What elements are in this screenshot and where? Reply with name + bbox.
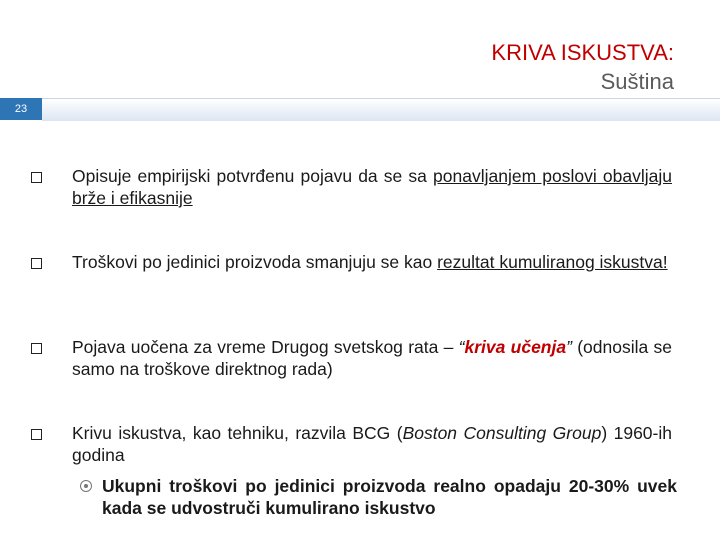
sub-bullet: Ukupni troškovi po jedinici proizvoda realno opadaju 20-30% uvek kada se udvostruči kumulirano iskustvo <box>102 476 677 518</box>
bullet-2 <box>72 251 672 273</box>
bullet-1-text: Opisuje empirijski potvrđenu pojavu da se sa <box>72 166 434 186</box>
bullet-3-open-quote: “ <box>458 337 465 357</box>
slide-number: 23 <box>0 98 42 120</box>
slide-title <box>491 38 674 96</box>
bullet-1 <box>72 165 672 209</box>
bullet-3-text: Pojava uočena za vreme Drugog svetskog rata – <box>72 337 459 357</box>
title-line-1: KRIVA ISKUSTVA: <box>491 40 674 65</box>
target-bullet-icon <box>80 480 92 492</box>
rule-line <box>42 98 720 121</box>
bullet-2-underlined: rezultat kumuliranog iskustva! <box>437 252 668 272</box>
bullet-2-text: Troškovi po jedinici proizvoda smanjuju se kao <box>72 252 438 272</box>
bullet-3-highlight: kriva učenja <box>464 337 567 357</box>
bullet-3 <box>72 336 672 380</box>
bullet-3-close-quote: ” <box>566 337 572 357</box>
checkbox-bullet-icon <box>31 172 42 183</box>
checkbox-bullet-icon <box>31 343 42 354</box>
bullet-4-tail: ) 1960-ih godina <box>72 423 672 465</box>
header-rule <box>0 98 720 120</box>
checkbox-bullet-icon <box>31 258 42 269</box>
bullet-3-tail: (odnosila se samo na troškove direktnog rada) <box>72 337 673 379</box>
bullet-4-text: Krivu iskustva, kao tehniku, razvila BCG ( <box>72 423 403 443</box>
bullet-4-italic: Boston Consulting Group <box>402 423 602 443</box>
title-line-2: Suština <box>600 69 674 94</box>
checkbox-bullet-icon <box>31 429 42 440</box>
bullet-4 <box>72 422 672 466</box>
bullet-1-underlined: ponavljanjem poslovi obavljaju brže i efikasnije <box>72 166 672 208</box>
